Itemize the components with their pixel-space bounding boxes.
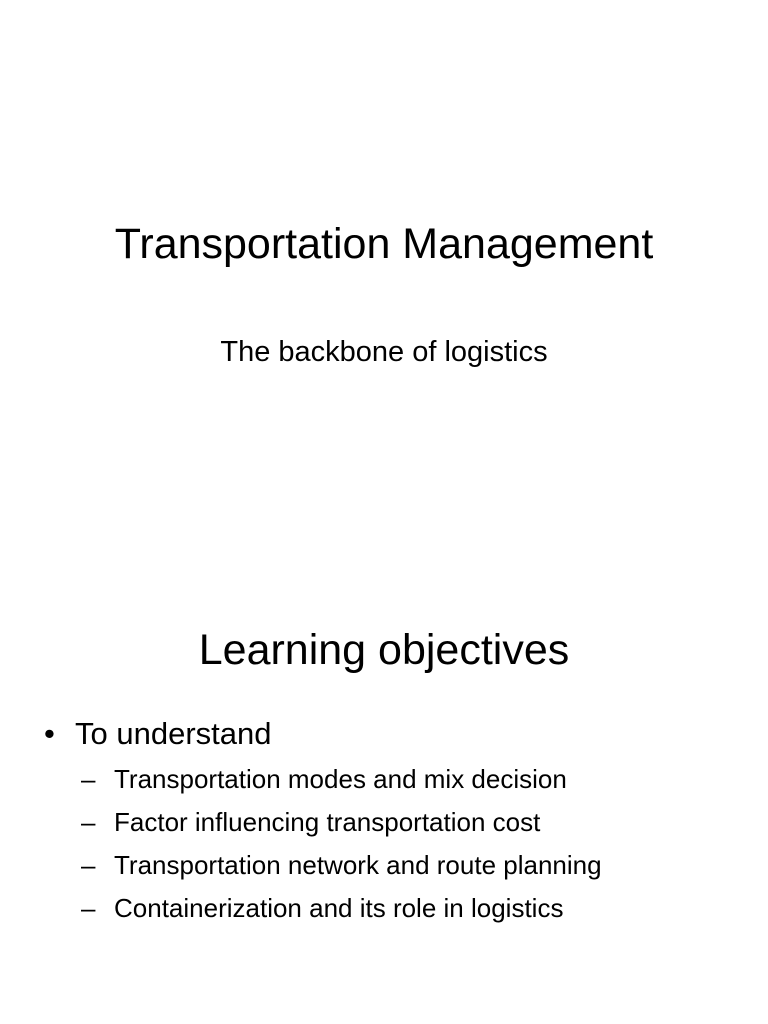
sub-item-text: Transportation network and route planning (114, 850, 602, 880)
sub-list-item (81, 844, 744, 887)
slide-learning-objectives (0, 512, 768, 1024)
objectives-heading: Learning objectives (198, 626, 570, 674)
list-item (44, 712, 744, 930)
sub-objectives-list (75, 758, 744, 930)
sub-list-item (81, 758, 744, 801)
sub-item-text: Factor influencing transportation cost (114, 807, 541, 837)
dash-marker: – (81, 850, 96, 880)
dash-marker: – (81, 807, 96, 837)
bullet-marker: • (44, 716, 55, 751)
objectives-list (44, 712, 744, 930)
slide-title-heading: Transportation Management (114, 220, 654, 268)
slide-subtitle: The backbone of logistics (220, 336, 548, 368)
sub-item-text: Containerization and its role in logistics (114, 893, 564, 923)
sub-item-text: Transportation modes and mix decision (114, 764, 567, 794)
sub-list-item (81, 801, 744, 844)
dash-marker: – (81, 893, 96, 923)
sub-list-item (81, 887, 744, 930)
bullet-text: To understand (75, 716, 272, 751)
dash-marker: – (81, 764, 96, 794)
